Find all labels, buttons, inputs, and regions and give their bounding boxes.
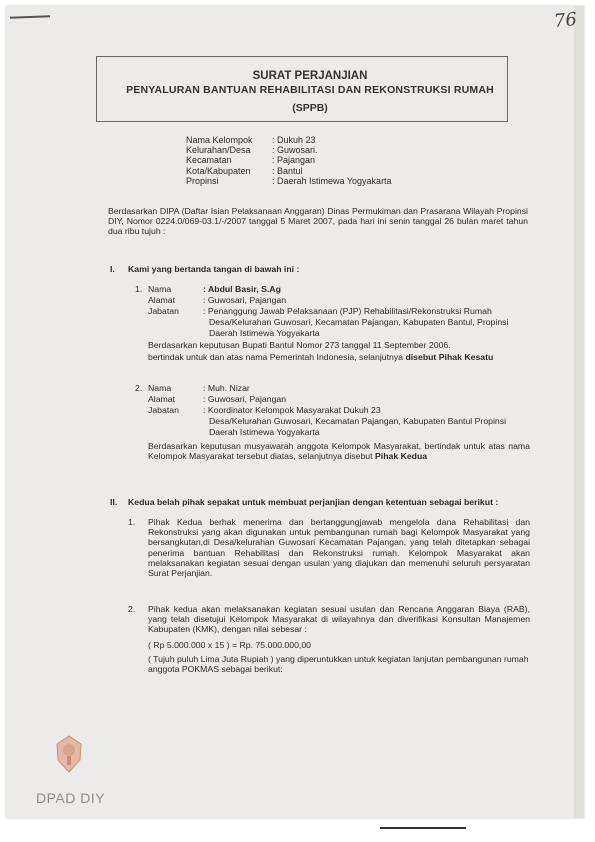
section-1-number: I. [110,264,115,274]
info-row [186,155,392,165]
party-2-number: 2. [135,383,143,393]
info-label: Kota/Kabupaten [186,165,251,176]
info-value: : Dukuh 23 [272,135,316,145]
info-value: : Daerah Istimewa Yogyakarta [272,175,392,186]
party-2-jabatan-line3: Daerah Istimewa Yogyakarta [209,427,320,437]
party-1-alamat-label: Alamat [148,295,176,305]
party-1-nama-label: Nama [148,284,172,294]
party-1-jabatan-line2: Desa/Kelurahan Guwosari, Kecamatan Pajangan, Kabupaten Bantul, Propinsi [209,317,509,327]
group-info [186,135,392,186]
info-row [186,176,392,186]
party-2-alamat: : Guwosari, Pajangan [203,394,287,404]
party-1-alamat: : Guwosari, Pajangan [203,295,287,305]
info-label: Propinsi [186,175,219,186]
item-2-text: Pihak kedua akan melaksanakan kegiatan sesuai usulan dan Rencana Anggaran Biaya (RAB), yang telah disetujui Kelompok Masyarakat di wilayahnya dan diverifikasi Konsultan Manajemen Kabupaten (KMK), dengan nilai sebesar : [148,604,530,635]
item-2-number: 2. [128,604,136,614]
party-2-alamat-label: Alamat [148,394,176,404]
page-edge [574,6,584,818]
party-2-jabatan-label: Jabatan [148,405,179,415]
dpad-logo-icon [54,734,84,774]
party-2-designation: Pihak Kedua [374,451,428,462]
amount-in-words: ( Tujuh puluh Lima Juta Rupiah ) yang diperuntukkan untuk kegiatan lanjutan pembangunan rumah anggota POKMAS sebagai berikut: [148,654,529,675]
info-row [186,166,392,176]
party-1-number: 1. [135,284,143,294]
party-2-note [148,441,530,461]
watermark-text: DPAD DIY [36,790,106,806]
party-1-note: Berdasarkan keputusan Bupati Bantul Nomor 273 tanggal 11 September 2006. [148,340,451,350]
info-row [186,135,392,145]
party-2-nama: : Muh. Nizar [203,383,250,393]
document-title: SURAT PERJANJIAN [252,70,368,82]
info-value: : Pajangan [272,155,316,166]
party-1-jabatan-label: Jabatan [148,306,179,316]
party-2-jabatan-line2: Desa/Kelurahan Guwosari, Kecamatan Pajangan, Kabupaten Bantul Propinsi [209,416,507,426]
amount-line: ( Rp 5.000.000 x 15 ) = Rp. 75.000.000,00 [148,640,312,650]
info-label: Nama Kelompok [186,135,253,145]
info-label: Kelurahan/Desa [186,145,251,156]
item-1-text: Pihak Kedua berhak menerima dan bertanggungjawab mengelola dana Rehabilitasi dan Rekonstruksi yang akan digunakan untuk pembangunan rumah bagi Kelompok Masyarakat yang bersangkutan,di Desa/kelurahan Guwosari Kecamatan Pajangan, yang telah ditetapkan sebagai penerima bantuan Rehabilitasi dan Rekonstruksi rumah. Kelompok Masyarakat akan melaksanakan kegiatan sesuai dengan usulan yang diajukan dan memenuhi seluruh persyaratan Surat Perjanjian. [148,517,530,579]
staple-mark [10,15,50,18]
party-1-role [148,352,493,362]
document-subtitle: PENYALURAN BANTUAN REHABILITASI DAN REKONSTRUKSI RUMAH [126,84,494,96]
document-abbreviation: (SPPB) [292,102,328,114]
party-1-nama: : Abdul Basir, S.Ag [203,284,281,294]
party-1-designation: disebut Pihak Kesatu [405,352,494,362]
party-1-jabatan-line3: Daerah Istimewa Yogyakarta [209,328,320,338]
intro-paragraph: Berdasarkan DIPA (Daftar Isian Pelaksanaan Anggaran) Dinas Permukiman dan Prasarana Wilayah Propinsi DIY, Nomor 0224.0/069-03.1/-/2007 tanggal 5 Maret 2007, pada hari ini senin tanggal 26 bulan maret tahun dua ribu tujuh : [108,206,528,237]
party-1-role-text: bertindak untuk dan atas nama Pemerintah Indonesia, selanjutnya [148,352,404,362]
footer-rule [380,827,466,829]
section-1-heading: Kami yang bertanda tangan di bawah ini : [128,264,300,274]
info-value: : Bantul [272,165,303,176]
party-2-jabatan: : Koordinator Kelompok Masyarakat Dukuh 23 [203,405,381,415]
section-2-number: II. [110,497,118,507]
party-2-note-text: Berdasarkan keputusan musyawarah anggota Kelompok Masyarakat, bertindak untuk atas nama Kelompok Masyarakat tersebut diatas, selanjutnya disebut [148,441,530,462]
info-row [186,145,392,155]
page-number-mark: 76 [552,8,578,33]
info-label: Kecamatan [186,155,232,166]
party-1-jabatan: : Penanggung Jawab Pelaksanaan (PJP) Rehabilitasi/Rekonstruksi Rumah [203,306,492,316]
section-2-heading: Kedua belah pihak sepakat untuk membuat perjanjian dengan ketentuan sebagai berikut : [128,497,499,507]
party-2-nama-label: Nama [148,383,172,393]
info-value: : Guwosari. [272,145,318,156]
item-1-number: 1. [128,517,136,527]
